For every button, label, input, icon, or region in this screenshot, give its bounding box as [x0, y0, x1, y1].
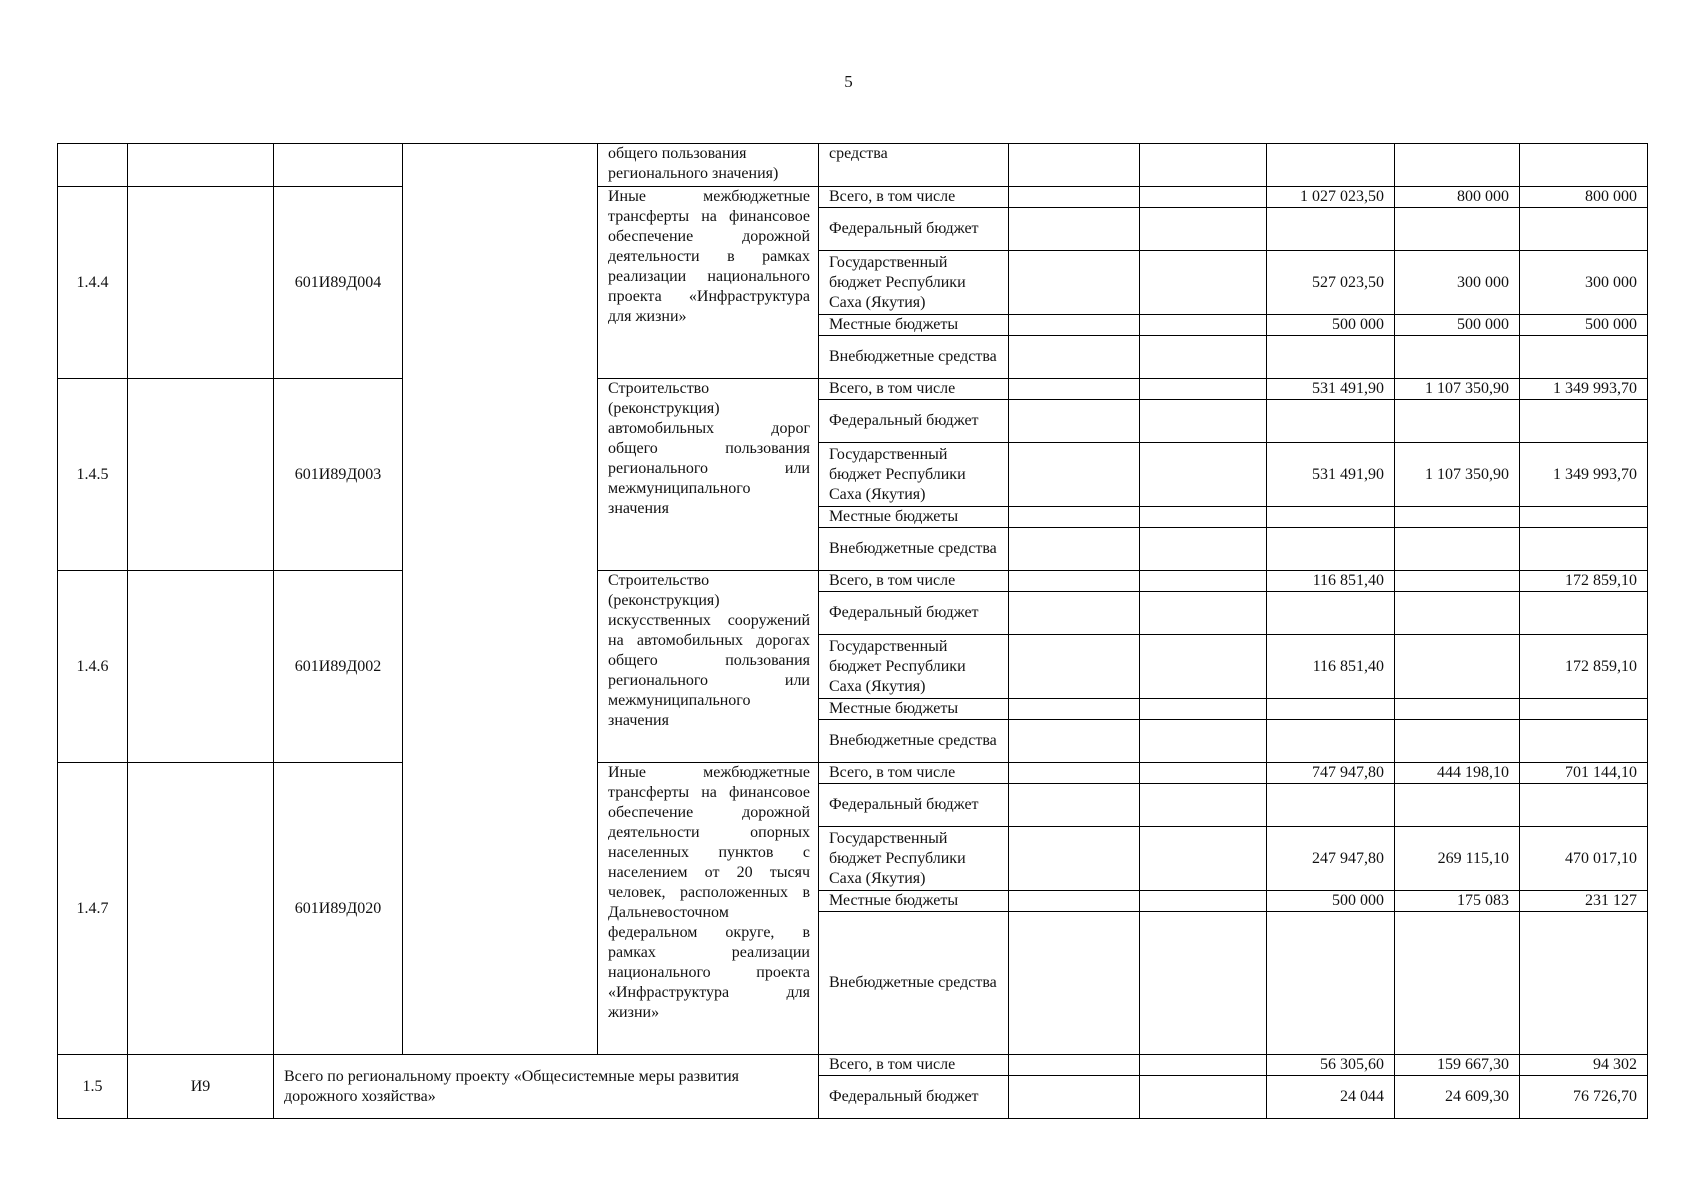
value-year-1: 116 851,40 [1267, 635, 1395, 699]
value-year-2: 1 107 350,90 [1395, 379, 1520, 400]
value-year-3 [1520, 528, 1648, 571]
empty-cell [1009, 720, 1140, 763]
empty-cell [1140, 720, 1267, 763]
value-year-1 [1267, 208, 1395, 251]
value-year-1: 747 947,80 [1267, 763, 1395, 784]
code-group-cell [128, 144, 274, 187]
empty-cell [1140, 891, 1267, 912]
value-year-1: 500 000 [1267, 315, 1395, 336]
code-cell [274, 144, 403, 187]
empty-cell [1140, 1055, 1267, 1076]
empty-cell [1009, 251, 1140, 315]
value-year-2: 444 198,10 [1395, 763, 1520, 784]
empty-cell [1140, 443, 1267, 507]
funding-source: Федеральный бюджет [819, 1076, 1009, 1119]
empty-cell [1009, 208, 1140, 251]
value-year-2 [1395, 720, 1520, 763]
empty-cell [1140, 912, 1267, 1055]
funding-source: Внебюджетные средства [819, 528, 1009, 571]
empty-cell [1140, 251, 1267, 315]
empty-cell [1009, 912, 1140, 1055]
project-title: Всего по региональному проекту «Общесистемные меры развития дорожного хозяйства» [274, 1055, 819, 1119]
empty-cell [1140, 827, 1267, 891]
value-year-1 [1267, 592, 1395, 635]
table-row [58, 571, 1648, 592]
empty-cell [1140, 379, 1267, 400]
funding-source: Федеральный бюджет [819, 400, 1009, 443]
funding-source: Местные бюджеты [819, 699, 1009, 720]
value-year-1 [1267, 507, 1395, 528]
value-year-3: 300 000 [1520, 251, 1648, 315]
empty-cell [1140, 571, 1267, 592]
empty-cell [1009, 1055, 1140, 1076]
funding-source: Всего, в том числе [819, 763, 1009, 784]
budget-code: 601И89Д004 [274, 187, 403, 379]
table-body [58, 144, 1648, 1119]
value-year-2: 800 000 [1395, 187, 1520, 208]
empty-cell [1009, 891, 1140, 912]
empty-cell [1009, 1076, 1140, 1119]
value-year-3: 701 144,10 [1520, 763, 1648, 784]
empty-cell [1009, 336, 1140, 379]
value-year-1: 116 851,40 [1267, 571, 1395, 592]
funding-source: Местные бюджеты [819, 891, 1009, 912]
value-year-3 [1520, 507, 1648, 528]
value-year-3 [1520, 336, 1648, 379]
value-year-3: 800 000 [1520, 187, 1648, 208]
page-number: 5 [844, 72, 853, 91]
value-year-3: 76 726,70 [1520, 1076, 1648, 1119]
funding-source: Государственный бюджет Республики Саха (Якутия) [819, 635, 1009, 699]
empty-cell [1267, 144, 1395, 187]
value-year-1 [1267, 528, 1395, 571]
value-year-2: 159 667,30 [1395, 1055, 1520, 1076]
empty-cell [1140, 635, 1267, 699]
row-number: 1.4.7 [58, 763, 128, 1055]
value-year-2: 175 083 [1395, 891, 1520, 912]
value-year-2 [1395, 400, 1520, 443]
empty-cell [1140, 699, 1267, 720]
empty-cell [1140, 763, 1267, 784]
empty-cell [1140, 592, 1267, 635]
empty-cell [1140, 1076, 1267, 1119]
empty-cell [1009, 827, 1140, 891]
empty-cell [1009, 507, 1140, 528]
value-year-2: 1 107 350,90 [1395, 443, 1520, 507]
project-total-row [58, 1055, 1648, 1076]
project-code: И9 [128, 1055, 274, 1119]
value-year-1 [1267, 699, 1395, 720]
continuation-row [58, 144, 1648, 187]
source-tail-cell: средства [819, 144, 1009, 187]
empty-cell [1009, 144, 1140, 187]
event-tail-cell: общего пользования регионального значения) [598, 144, 819, 187]
row-number: 1.4.6 [58, 571, 128, 763]
event-name: Иные межбюджетные трансферты на финансовое обеспечение дорожной деятельности опорных населенных пунктов с населением от 20 тысяч человек, расположенных в Дальневосточном федеральном округе, в рамках реализации национального проекта «Инфраструктура для жизни» [598, 763, 819, 1055]
empty-cell [1009, 528, 1140, 571]
funding-source: Внебюджетные средства [819, 720, 1009, 763]
value-year-2 [1395, 571, 1520, 592]
empty-cell [1009, 400, 1140, 443]
value-year-2: 269 115,10 [1395, 827, 1520, 891]
empty-cell [1009, 784, 1140, 827]
funding-source: Всего, в том числе [819, 187, 1009, 208]
funding-source: Внебюджетные средства [819, 912, 1009, 1055]
num-cell [58, 144, 128, 187]
budget-table [57, 143, 1648, 1119]
row-number: 1.5 [58, 1055, 128, 1119]
value-year-3 [1520, 400, 1648, 443]
funding-source: Местные бюджеты [819, 507, 1009, 528]
value-year-1 [1267, 400, 1395, 443]
empty-cell [1520, 144, 1648, 187]
empty-cell [1009, 635, 1140, 699]
empty-cell [1009, 699, 1140, 720]
value-year-2: 500 000 [1395, 315, 1520, 336]
value-year-1 [1267, 912, 1395, 1055]
value-year-2 [1395, 912, 1520, 1055]
empty-cell [1009, 187, 1140, 208]
value-year-1: 531 491,90 [1267, 379, 1395, 400]
row-number: 1.4.5 [58, 379, 128, 571]
value-year-3 [1520, 208, 1648, 251]
funding-source: Государственный бюджет Республики Саха (Якутия) [819, 251, 1009, 315]
funding-source: Всего, в том числе [819, 1055, 1009, 1076]
value-year-3 [1520, 720, 1648, 763]
budget-code: 601И89Д002 [274, 571, 403, 763]
funding-source: Федеральный бюджет [819, 784, 1009, 827]
empty-cell [1009, 315, 1140, 336]
empty-cell [1009, 379, 1140, 400]
code-group-cell [128, 187, 274, 379]
funding-source: Федеральный бюджет [819, 592, 1009, 635]
value-year-2 [1395, 208, 1520, 251]
value-year-1: 247 947,80 [1267, 827, 1395, 891]
value-year-1: 531 491,90 [1267, 443, 1395, 507]
code-group-cell [128, 571, 274, 763]
value-year-1: 56 305,60 [1267, 1055, 1395, 1076]
value-year-3 [1520, 784, 1648, 827]
value-year-1 [1267, 784, 1395, 827]
value-year-3: 172 859,10 [1520, 571, 1648, 592]
event-name: Иные межбюджетные трансферты на финансовое обеспечение дорожной деятельности в рамках реализации национального проекта «Инфраструктура для жизни» [598, 187, 819, 379]
empty-cell [1009, 443, 1140, 507]
funding-source: Государственный бюджет Республики Саха (Якутия) [819, 443, 1009, 507]
table-row [58, 379, 1648, 400]
code-group-cell [128, 763, 274, 1055]
value-year-2 [1395, 592, 1520, 635]
empty-cell [1140, 784, 1267, 827]
row-number: 1.4.4 [58, 187, 128, 379]
funding-source: Всего, в том числе [819, 379, 1009, 400]
empty-cell [1140, 315, 1267, 336]
blank-column-cell [403, 144, 598, 1055]
empty-cell [1009, 571, 1140, 592]
empty-cell [1140, 208, 1267, 251]
empty-cell [1140, 336, 1267, 379]
value-year-2 [1395, 784, 1520, 827]
value-year-2: 300 000 [1395, 251, 1520, 315]
budget-code: 601И89Д020 [274, 763, 403, 1055]
empty-cell [1140, 507, 1267, 528]
event-name: Строительство (реконструкция) искусственных сооружений на автомобильных дорогах общего пользования регионального или межмуниципального значения [598, 571, 819, 763]
value-year-3: 1 349 993,70 [1520, 379, 1648, 400]
value-year-1: 527 023,50 [1267, 251, 1395, 315]
empty-cell [1009, 592, 1140, 635]
value-year-3: 470 017,10 [1520, 827, 1648, 891]
value-year-3 [1520, 592, 1648, 635]
empty-cell [1140, 144, 1267, 187]
value-year-2: 24 609,30 [1395, 1076, 1520, 1119]
value-year-2 [1395, 635, 1520, 699]
empty-cell [1009, 763, 1140, 784]
value-year-1: 500 000 [1267, 891, 1395, 912]
value-year-2 [1395, 507, 1520, 528]
funding-source: Местные бюджеты [819, 315, 1009, 336]
value-year-3: 172 859,10 [1520, 635, 1648, 699]
value-year-3: 500 000 [1520, 315, 1648, 336]
funding-source: Государственный бюджет Республики Саха (Якутия) [819, 827, 1009, 891]
code-group-cell [128, 379, 274, 571]
event-name: Строительство (реконструкция) автомобильных дорог общего пользования регионального или межмуниципального значения [598, 379, 819, 571]
value-year-1 [1267, 336, 1395, 379]
value-year-3 [1520, 699, 1648, 720]
value-year-3: 231 127 [1520, 891, 1648, 912]
empty-cell [1140, 187, 1267, 208]
value-year-3: 1 349 993,70 [1520, 443, 1648, 507]
funding-source: Всего, в том числе [819, 571, 1009, 592]
value-year-1: 1 027 023,50 [1267, 187, 1395, 208]
empty-cell [1140, 400, 1267, 443]
funding-source: Внебюджетные средства [819, 336, 1009, 379]
value-year-1 [1267, 720, 1395, 763]
value-year-2 [1395, 336, 1520, 379]
funding-source: Федеральный бюджет [819, 208, 1009, 251]
empty-cell [1140, 528, 1267, 571]
empty-cell [1395, 144, 1520, 187]
table-row [58, 187, 1648, 208]
value-year-1: 24 044 [1267, 1076, 1395, 1119]
table-row [58, 763, 1648, 784]
value-year-3: 94 302 [1520, 1055, 1648, 1076]
value-year-3 [1520, 912, 1648, 1055]
value-year-2 [1395, 528, 1520, 571]
budget-code: 601И89Д003 [274, 379, 403, 571]
value-year-2 [1395, 699, 1520, 720]
